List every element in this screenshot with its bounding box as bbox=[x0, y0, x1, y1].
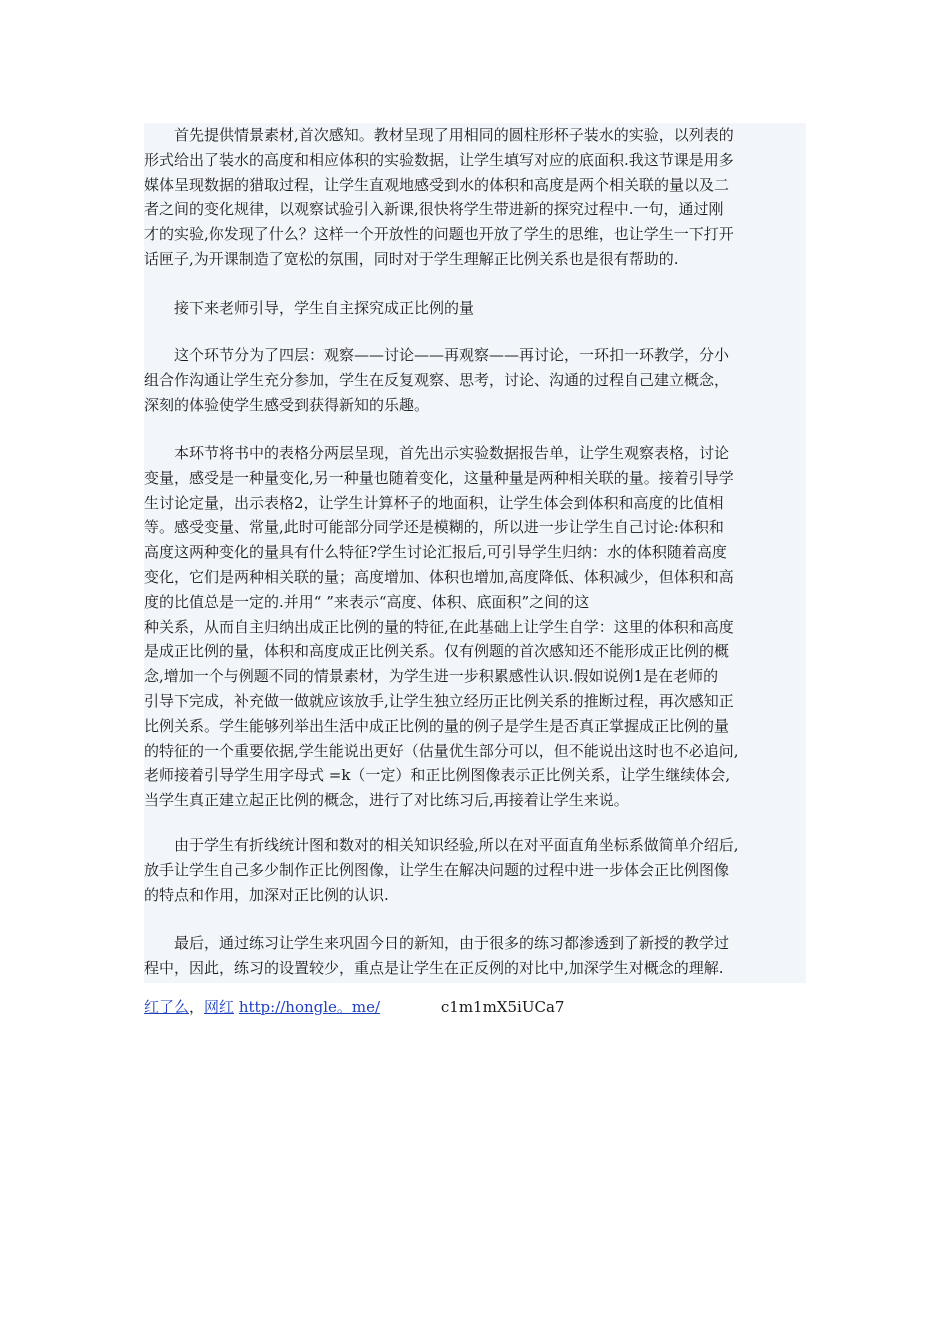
paragraph-four-layers bbox=[144, 343, 816, 417]
text-line: 本环节将书中的表格分两层呈现，首先出示实验数据报告单，让学生观察表格，讨论 bbox=[144, 444, 730, 462]
footer-separator: ， bbox=[189, 998, 205, 1016]
text-line: 的特征的一个重要依据,学生能说出更好（估量优生部分可以，但不能说出这时也不必追问, bbox=[144, 741, 739, 760]
text-line: 首先提供情景素材,首次感知。教材呈现了用相同的圆柱形杯子装水的实验，以列表的 bbox=[144, 126, 734, 144]
text-line: 当学生真正建立起正比例的概念，进行了对比练习后,再接着让学生来说。 bbox=[144, 791, 629, 810]
text-line: 程中，因此，练习的设置较少，重点是让学生在正反例的对比中,加深学生对概念的理解. bbox=[144, 958, 724, 977]
text-line: 比例关系。学生能够列举出生活中成正比例的量的例子是学生是否真正掌握成正比例的量 bbox=[144, 716, 730, 735]
text-line: 放手让学生自己多少制作正比例图像，让学生在解决问题的过程中进一步体会正比例图像 bbox=[144, 860, 730, 879]
text-line: 媒体呈现数据的猎取过程，让学生直观地感受到水的体积和高度是两个相关联的量以及二 bbox=[144, 175, 730, 194]
paragraph-intro bbox=[144, 123, 816, 272]
text-line: 话匣子,为开课制造了宽松的氛围，同时对于学生理解正比例关系也是很有帮助的. bbox=[144, 249, 679, 268]
footer-links bbox=[144, 995, 564, 1019]
text-line: 是成正比例的量，体积和高度成正比例关系。仅有例题的首次感知还不能形成正比例的概 bbox=[144, 642, 730, 661]
paragraph-graph bbox=[144, 833, 816, 907]
paragraph-table-section bbox=[144, 441, 816, 813]
footer-code: c1m1mX5iUCa7 bbox=[440, 998, 565, 1016]
text-line: 变化，它们是两种相关联的量；高度增加、体积也增加,高度降低、体积减少，但体积和高 bbox=[144, 567, 734, 586]
text-line: 由于学生有折线统计图和数对的相关知识经验,所以在对平面直角坐标系做简单介绍后, bbox=[144, 836, 739, 854]
text-line: 变量，感受是一种量变化,另一种量也随着变化，这量种量是两种相关联的量。接着引导学 bbox=[144, 468, 734, 487]
paragraph-conclusion bbox=[144, 931, 816, 981]
text-line: 生讨论定量，出示表格2，让学生计算杯子的地面积，让学生体会到体积和高度的比值相 bbox=[144, 493, 724, 512]
text-line: 者之间的变化规律，以观察试验引入新课,很快将学生带进新的探究过程中.一句，通过刚 bbox=[144, 200, 724, 219]
link-url[interactable]: http://hongle。me/ bbox=[238, 998, 381, 1016]
text-line: 引导下完成，补充做一做就应该放手,让学生独立经历正比例关系的推断过程，再次感知正 bbox=[144, 691, 734, 710]
text-line: 等。感受变量、常量,此时可能部分同学还是模糊的，所以进一步让学生自己讨论:体积和 bbox=[144, 518, 724, 537]
article-body bbox=[144, 123, 806, 983]
paragraph-heading bbox=[144, 296, 816, 321]
text-line: 形式给出了装水的高度和相应体积的实验数据，让学生填写对应的底面积.我这节课是用多 bbox=[144, 150, 734, 169]
text-line: 的特点和作用，加深对正比例的认识. bbox=[144, 885, 389, 904]
text-line: 这个环节分为了四层：观察——讨论——再观察——再讨论，一环扣一环教学，分小 bbox=[144, 346, 730, 364]
text-line: 接下来老师引导，学生自主探究成正比例的量 bbox=[144, 299, 475, 317]
link-wanghong[interactable]: 网红 bbox=[204, 998, 235, 1016]
text-line: 才的实验,你发现了什么？这样一个开放性的问题也开放了学生的思维，也让学生一下打开 bbox=[144, 225, 734, 244]
text-line: 高度这两种变化的量具有什么特征?学生讨论汇报后,可引导学生归纳：水的体积随着高度 bbox=[144, 543, 727, 562]
text-line: 深刻的体验使学生感受到获得新知的乐趣。 bbox=[144, 395, 430, 414]
text-line: 老师接着引导学生用字母式 =k（一定）和正比例图像表示正比例关系，让学生继续体会, bbox=[144, 766, 731, 785]
link-hongleme[interactable]: 红了么 bbox=[144, 998, 190, 1016]
text-line: 念,增加一个与例题不同的情景素材，为学生进一步积累感性认识.假如说例1是在老师的 bbox=[144, 667, 719, 686]
text-line: 最后，通过练习让学生来巩固今日的新知，由于很多的练习都渗透到了新授的教学过 bbox=[144, 934, 730, 952]
text-line: 组合作沟通让学生充分参加，学生在反复观察、思考，讨论、沟通的过程自己建立概念， bbox=[144, 370, 730, 389]
text-line: 种关系，从而自主归纳出成正比例的量的特征,在此基础上让学生自学：这里的体积和高度 bbox=[144, 617, 734, 636]
text-line: 度的比值总是一定的.并用“ ”来表示“高度、体积、底面积”之间的这 bbox=[144, 592, 590, 611]
